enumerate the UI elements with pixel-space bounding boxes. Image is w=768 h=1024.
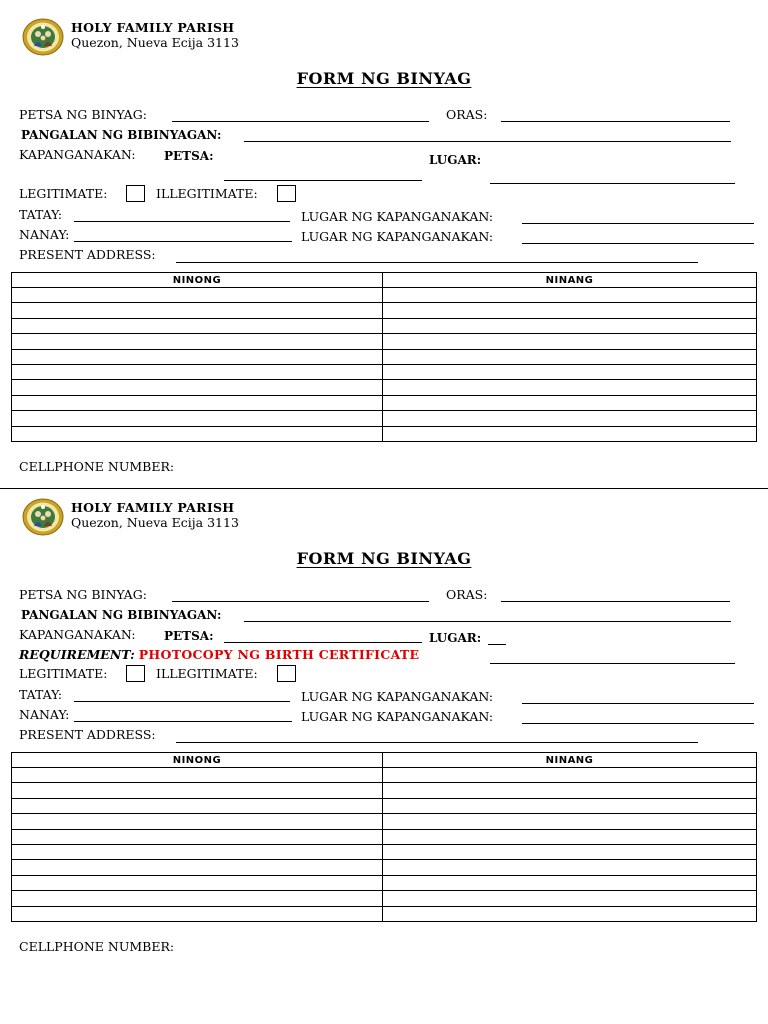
table-row <box>12 891 757 906</box>
ninang-cell[interactable] <box>383 860 757 875</box>
pangalan-field[interactable] <box>244 141 731 142</box>
ninong-cell[interactable] <box>12 783 383 798</box>
oras-label: ORAS: <box>446 107 488 122</box>
ninang-cell[interactable] <box>383 303 757 318</box>
table-row <box>12 906 757 921</box>
tatay-label: TATAY: <box>19 687 63 702</box>
nanay-label: NANAY: <box>19 707 70 722</box>
ninong-cell[interactable] <box>12 768 383 783</box>
kapanganakan-label: KAPANGANAKAN: <box>19 627 136 642</box>
table-row <box>12 303 757 318</box>
ninang-cell[interactable] <box>383 364 757 379</box>
ninang-cell[interactable] <box>383 318 757 333</box>
table-row <box>12 844 757 859</box>
legitimate-label: LEGITIMATE: <box>19 666 108 681</box>
ninang-cell[interactable] <box>383 768 757 783</box>
petsa-label: PETSA: <box>164 629 214 643</box>
ninong-cell[interactable] <box>12 814 383 829</box>
table-row <box>12 860 757 875</box>
table-row <box>12 814 757 829</box>
ninang-cell[interactable] <box>383 829 757 844</box>
table-row <box>12 875 757 890</box>
form-title: FORM NG BINYAG <box>296 549 472 568</box>
ninong-cell[interactable] <box>12 380 383 395</box>
table-row <box>12 349 757 364</box>
kapanganakan-label: KAPANGANAKAN: <box>19 147 136 162</box>
table-header-row <box>12 753 757 768</box>
petsa-ng-binyag-field[interactable] <box>172 601 429 602</box>
cellphone-label: CELLPHONE NUMBER: <box>19 459 175 474</box>
ninong-header: NINONG <box>12 753 383 768</box>
ninang-cell[interactable] <box>383 783 757 798</box>
table-row <box>12 288 757 303</box>
tatay-lugar-field[interactable] <box>522 703 754 704</box>
legitimate-checkbox[interactable] <box>126 185 145 202</box>
table-row <box>12 783 757 798</box>
table-row <box>12 364 757 379</box>
ninong-cell[interactable] <box>12 411 383 426</box>
lugar-short-field[interactable] <box>488 644 506 645</box>
tatay-lugar-label: LUGAR NG KAPANGANAKAN: <box>301 209 494 224</box>
ninong-cell[interactable] <box>12 891 383 906</box>
nanay-lugar-field[interactable] <box>522 723 754 724</box>
ninang-cell[interactable] <box>383 906 757 921</box>
tatay-lugar-field[interactable] <box>522 223 754 224</box>
nanay-field[interactable] <box>74 241 292 242</box>
ninong-cell[interactable] <box>12 844 383 859</box>
godparents-table <box>11 272 757 442</box>
pangalan-label: PANGALAN NG BIBINYAGAN: <box>21 128 222 142</box>
parish-name: HOLY FAMILY PARISH <box>71 20 235 35</box>
tatay-field[interactable] <box>74 701 290 702</box>
kapanganakan-lugar-field[interactable] <box>490 183 735 184</box>
requirement-note <box>19 648 419 662</box>
parish-address: Quezon, Nueva Ecija 3113 <box>71 35 239 50</box>
kapanganakan-petsa-field[interactable] <box>224 180 422 181</box>
oras-field[interactable] <box>501 601 730 602</box>
nanay-lugar-field[interactable] <box>522 243 754 244</box>
illegitimate-checkbox[interactable] <box>277 665 296 682</box>
nanay-field[interactable] <box>74 721 292 722</box>
ninong-cell[interactable] <box>12 364 383 379</box>
tatay-label: TATAY: <box>19 207 63 222</box>
requirement-label: REQUIREMENT: <box>19 647 135 662</box>
oras-label: ORAS: <box>446 587 488 602</box>
cellphone-label: CELLPHONE NUMBER: <box>19 939 175 954</box>
petsa-label: PETSA: <box>164 149 214 163</box>
tatay-lugar-label: LUGAR NG KAPANGANAKAN: <box>301 689 494 704</box>
ninang-cell[interactable] <box>383 288 757 303</box>
legitimate-checkbox[interactable] <box>126 665 145 682</box>
present-address-field[interactable] <box>176 262 698 263</box>
parish-address: Quezon, Nueva Ecija 3113 <box>71 515 239 530</box>
legitimate-label: LEGITIMATE: <box>19 186 108 201</box>
table-row <box>12 829 757 844</box>
ninang-cell[interactable] <box>383 844 757 859</box>
pangalan-field[interactable] <box>244 621 731 622</box>
kapanganakan-lugar-field[interactable] <box>490 663 735 664</box>
tatay-field[interactable] <box>74 221 290 222</box>
requirement-value: PHOTOCOPY NG BIRTH CERTIFICATE <box>138 647 420 662</box>
ninong-cell[interactable] <box>12 349 383 364</box>
ninang-cell[interactable] <box>383 334 757 349</box>
parish-name: HOLY FAMILY PARISH <box>71 500 235 515</box>
lugar-label: LUGAR: <box>429 153 482 167</box>
lugar-label: LUGAR: <box>429 631 482 645</box>
present-address-label: PRESENT ADDRESS: <box>19 247 156 262</box>
table-row <box>12 426 757 441</box>
ninang-cell[interactable] <box>383 411 757 426</box>
illegitimate-checkbox[interactable] <box>277 185 296 202</box>
ninong-cell[interactable] <box>12 875 383 890</box>
ninong-cell[interactable] <box>12 395 383 410</box>
ninong-cell[interactable] <box>12 288 383 303</box>
ninong-cell[interactable] <box>12 906 383 921</box>
table-row <box>12 768 757 783</box>
table-row <box>12 318 757 333</box>
table-row <box>12 334 757 349</box>
petsa-ng-binyag-field[interactable] <box>172 121 429 122</box>
ninong-cell[interactable] <box>12 798 383 813</box>
ninong-cell[interactable] <box>12 303 383 318</box>
oras-field[interactable] <box>501 121 730 122</box>
table-header-row <box>12 273 757 288</box>
nanay-lugar-label: LUGAR NG KAPANGANAKAN: <box>301 709 494 724</box>
ninong-cell[interactable] <box>12 318 383 333</box>
ninang-cell[interactable] <box>383 426 757 441</box>
table-row <box>12 798 757 813</box>
ninang-cell[interactable] <box>383 395 757 410</box>
kapanganakan-petsa-field[interactable] <box>224 642 422 643</box>
parish-seal-icon <box>22 498 64 536</box>
parish-seal-icon <box>22 18 64 56</box>
table-row <box>12 395 757 410</box>
ninong-cell[interactable] <box>12 860 383 875</box>
petsa-ng-binyag-label: PETSA NG BINYAG: <box>19 587 147 602</box>
ninong-cell[interactable] <box>12 334 383 349</box>
ninang-cell[interactable] <box>383 814 757 829</box>
baptism-form-2 <box>0 480 768 960</box>
ninong-cell[interactable] <box>12 829 383 844</box>
nanay-label: NANAY: <box>19 227 70 242</box>
ninang-cell[interactable] <box>383 891 757 906</box>
ninang-header: NINANG <box>383 273 757 288</box>
ninong-header: NINONG <box>12 273 383 288</box>
ninang-header: NINANG <box>383 753 757 768</box>
illegitimate-label: ILLEGITIMATE: <box>156 666 258 681</box>
table-row <box>12 380 757 395</box>
petsa-ng-binyag-label: PETSA NG BINYAG: <box>19 107 147 122</box>
pangalan-label: PANGALAN NG BIBINYAGAN: <box>21 608 222 622</box>
ninang-cell[interactable] <box>383 349 757 364</box>
ninang-cell[interactable] <box>383 798 757 813</box>
ninang-cell[interactable] <box>383 875 757 890</box>
illegitimate-label: ILLEGITIMATE: <box>156 186 258 201</box>
ninong-cell[interactable] <box>12 426 383 441</box>
ninang-cell[interactable] <box>383 380 757 395</box>
form-title: FORM NG BINYAG <box>296 69 472 88</box>
baptism-form-1 <box>0 0 768 480</box>
table-row <box>12 411 757 426</box>
present-address-label: PRESENT ADDRESS: <box>19 727 156 742</box>
present-address-field[interactable] <box>176 742 698 743</box>
godparents-table <box>11 752 757 922</box>
nanay-lugar-label: LUGAR NG KAPANGANAKAN: <box>301 229 494 244</box>
